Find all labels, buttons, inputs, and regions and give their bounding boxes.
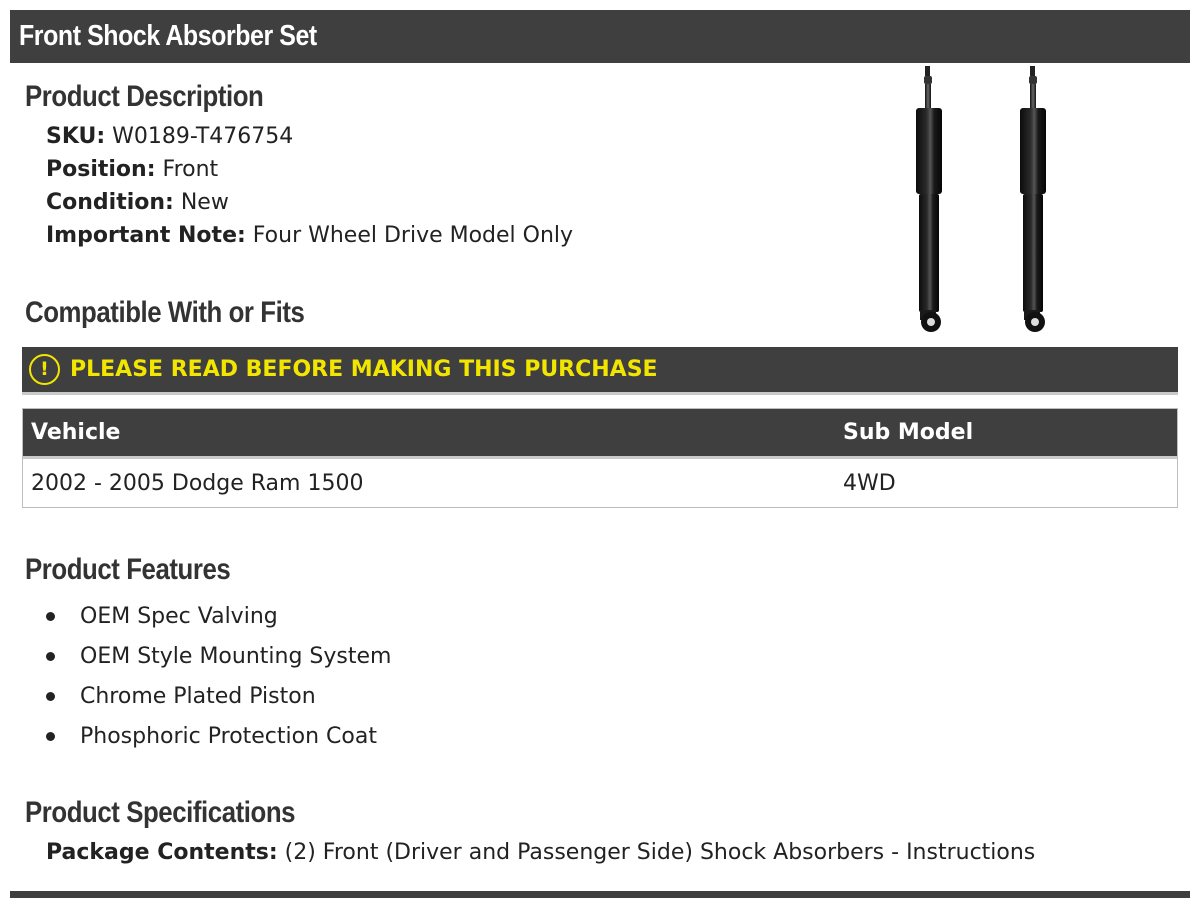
list-item: Phosphoric Protection Coat [46, 716, 391, 756]
bullet-icon [46, 692, 55, 701]
package-contents-label: Package Contents: [46, 840, 278, 865]
shock-absorber-pair-image [905, 64, 1065, 336]
bottom-divider [10, 891, 1190, 898]
condition-value: New [173, 190, 229, 215]
package-contents-value: (2) Front (Driver and Passenger Side) Shock Absorbers - Instructions [277, 840, 1036, 865]
important-note-label: Important Note: [46, 223, 246, 248]
product-description-heading: Product Description [25, 80, 264, 113]
compatibility-heading: Compatible With or Fits [25, 296, 305, 329]
sub-model-cell: 4WD [843, 470, 896, 496]
table-row [23, 459, 1177, 507]
position-value: Front [155, 157, 219, 182]
product-specifications-heading: Product Specifications [25, 796, 296, 829]
important-note-value: Four Wheel Drive Model Only [245, 223, 574, 248]
alert-circle-icon: ! [29, 354, 60, 385]
purchase-notice-bar [22, 347, 1178, 395]
list-item: Chrome Plated Piston [46, 676, 391, 716]
sku-label: SKU: [46, 124, 106, 149]
list-item: OEM Spec Valving [46, 596, 391, 636]
product-features-heading: Product Features [25, 553, 231, 586]
position-label: Position: [46, 157, 156, 182]
purchase-notice-text: PLEASE READ BEFORE MAKING THIS PURCHASE [70, 357, 658, 382]
sub-model-column-header: Sub Model [843, 420, 974, 445]
sku-value: W0189-T476754 [105, 124, 294, 149]
page-title: Front Shock Absorber Set [10, 10, 1190, 63]
bullet-icon [46, 612, 55, 621]
spec-row-position [46, 153, 218, 186]
fitment-table-header [23, 409, 1177, 459]
condition-label: Condition: [46, 190, 174, 215]
spec-row-condition [46, 186, 229, 219]
spec-row-sku [46, 120, 293, 153]
vehicle-cell: 2002 - 2005 Dodge Ram 1500 [31, 470, 364, 496]
features-list [46, 596, 391, 756]
bullet-icon [46, 732, 55, 741]
bullet-icon [46, 652, 55, 661]
fitment-table [22, 408, 1178, 508]
right-shock-absorber [1020, 66, 1046, 332]
list-item: OEM Style Mounting System [46, 636, 391, 676]
vehicle-column-header: Vehicle [31, 420, 121, 445]
spec-row-package-contents [46, 836, 1035, 869]
spec-row-important-note [46, 219, 573, 252]
left-shock-absorber [916, 66, 942, 332]
